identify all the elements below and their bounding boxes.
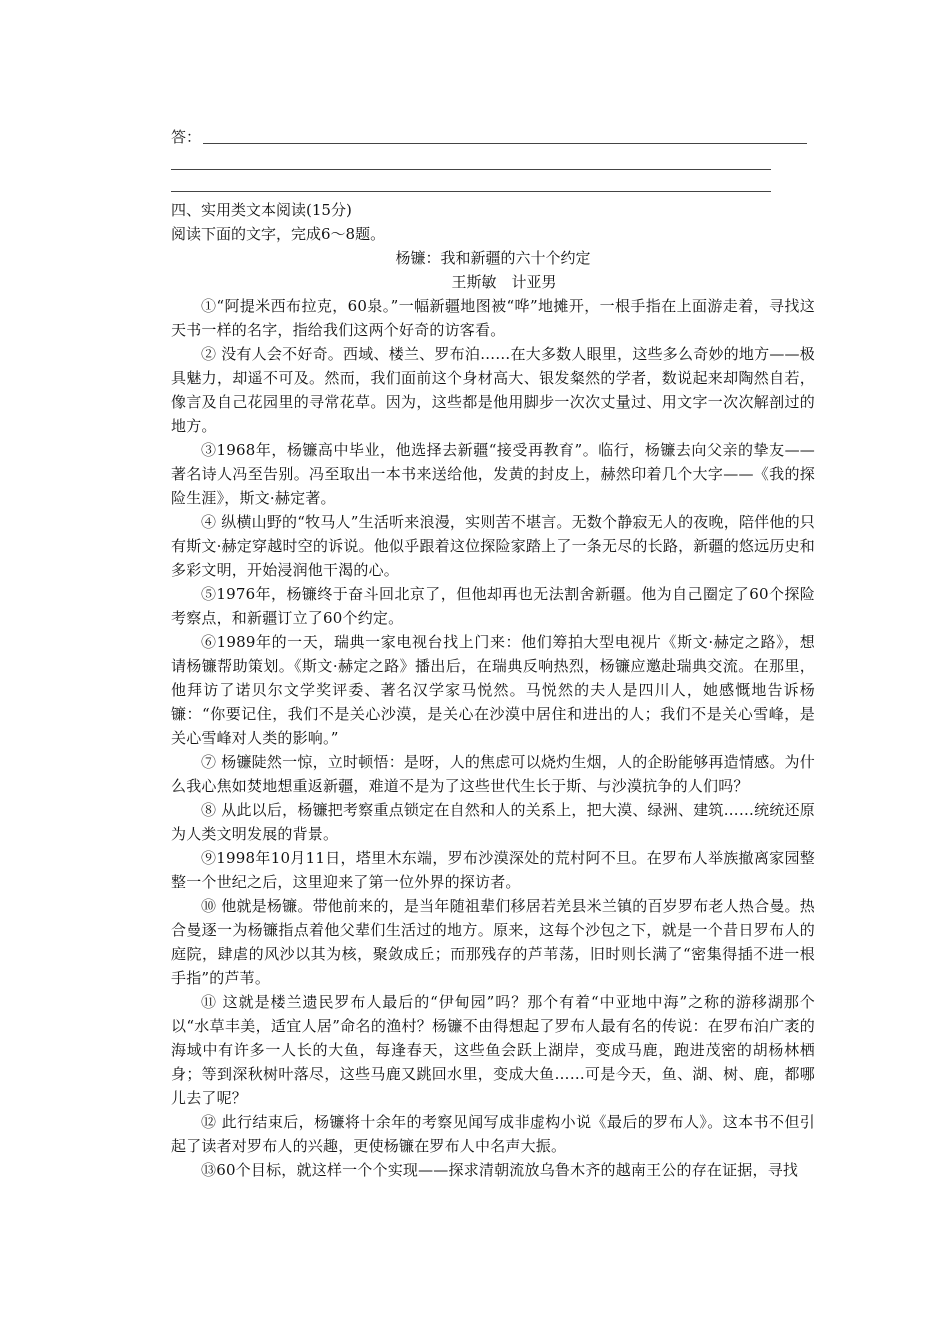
answer-blank-line-1[interactable] [203, 143, 807, 144]
answer-row [171, 126, 815, 148]
article-title: 杨镰：我和新疆的六十个约定 [395, 249, 591, 267]
answer-label: 答： [171, 128, 202, 146]
article-paragraph-2: ② 没有人会不好奇。西域、楼兰、罗布泊……在大多数人眼里，这些多么奇妙的地方——极具魅力，却遥不可及。然而，我们面前这个身材高大、银发粲然的学者，数说起来却陶然自若，像言及自己花园里的寻常花草。因为，这些都是他用脚步一次次丈量过、用文字一次次解剖过的地方。 [171, 345, 815, 435]
article-paragraph-9: ⑨1998年10月11日，塔里木东端，罗布沙漠深处的荒村阿不旦。在罗布人举族撤离家园整整一个世纪之后，这里迎来了第一位外界的探访者。 [171, 849, 815, 891]
document-page [171, 126, 815, 1182]
article-authors: 王斯敏 计亚男 [451, 273, 557, 291]
article-paragraph-13: ⑬60个目标，就这样一个个实现——探求清朝流放乌鲁木齐的越南王公的存在证据，寻找 [201, 1161, 799, 1179]
section-title: 四、实用类文本阅读(15分) [171, 201, 352, 219]
article-paragraph-1: ①“阿提米西布拉克，60泉。”一幅新疆地图被“哗”地摊开，一根手指在上面游走着，寻找这天书一样的名字，指给我们这两个好奇的访客看。 [171, 297, 815, 339]
article-paragraph-12: ⑫ 此行结束后，杨镰将十余年的考察见闻写成非虚构小说《最后的罗布人》。这本书不但引起了读者对罗布人的兴趣，更使杨镰在罗布人中名声大振。 [171, 1113, 815, 1155]
article-paragraph-11: ⑪ 这就是楼兰遗民罗布人最后的“伊甸园”吗？那个有着“中亚地中海”之称的游移湖那个以“水草丰美，适宜人居”命名的渔村？杨镰不由得想起了罗布人最有名的传说：在罗布泊广袤的海域中有许多一人长的大鱼，每逢春天，这些鱼会跃上湖岸，变成马鹿，跑进茂密的胡杨林栖身；等到深秋树叶落尽，这些马鹿又跳回水里，变成大鱼……可是今天，鱼、湖、树、鹿，都哪儿去了呢？ [171, 993, 815, 1107]
answer-blank-line-3[interactable] [171, 170, 771, 192]
article-paragraph-7: ⑦ 杨镰陡然一惊，立时顿悟：是呀，人的焦虑可以烧灼生烟，人的企盼能够再造情感。为什么我心焦如焚地想重返新疆，难道不是为了这些世代生长于斯、与沙漠抗争的人们吗？ [171, 753, 815, 795]
article-paragraph-8: ⑧ 从此以后，杨镰把考察重点锁定在自然和人的关系上，把大漠、绿洲、建筑……统统还原为人类文明发展的背景。 [171, 801, 815, 843]
article-paragraph-5: ⑤1976年，杨镰终于奋斗回北京了，但他却再也无法割舍新疆。他为自己圈定了60个探险考察点，和新疆订立了60个约定。 [171, 585, 815, 627]
section-instruction: 阅读下面的文字，完成6～8题。 [171, 225, 386, 243]
article-paragraph-6: ⑥1989年的一天，瑞典一家电视台找上门来：他们筹拍大型电视片《斯文·赫定之路》，想请杨镰帮助策划。《斯文·赫定之路》播出后，在瑞典反响热烈，杨镰应邀赴瑞典交流。在那里，他拜访了诺贝尔文学奖评委、著名汉学家马悦然。马悦然的夫人是四川人，她感慨地告诉杨镰：“你要记住，我们不是关心沙漠，是关心在沙漠中居住和进出的人；我们不是关心雪峰，是关心雪峰对人类的影响。” [171, 633, 815, 747]
article-paragraph-4: ④ 纵横山野的“牧马人”生活听来浪漫，实则苦不堪言。无数个静寂无人的夜晚，陪伴他的只有斯文·赫定穿越时空的诉说。他似乎跟着这位探险家踏上了一条无尽的长路，新疆的悠远历史和多彩文明，开始浸润他干渴的心。 [171, 513, 815, 579]
article-paragraph-10: ⑩ 他就是杨镰。带他前来的，是当年随祖辈们移居若羌县米兰镇的百岁罗布老人热合曼。热合曼逐一为杨镰指点着他父辈们生活过的地方。原来，这每个沙包之下，就是一个昔日罗布人的庭院，肆虐的风沙以其为核，聚敛成丘；而那残存的芦苇荡，旧时则长满了“密集得插不进一根手指”的芦苇。 [171, 897, 815, 987]
answer-blank-line-2[interactable] [171, 148, 771, 170]
article-paragraph-3: ③1968年，杨镰高中毕业，他选择去新疆“接受再教育”。临行，杨镰去向父亲的挚友——著名诗人冯至告别。冯至取出一本书来送给他，发黄的封皮上，赫然印着几个大字——《我的探险生涯》，斯文·赫定著。 [171, 441, 815, 507]
